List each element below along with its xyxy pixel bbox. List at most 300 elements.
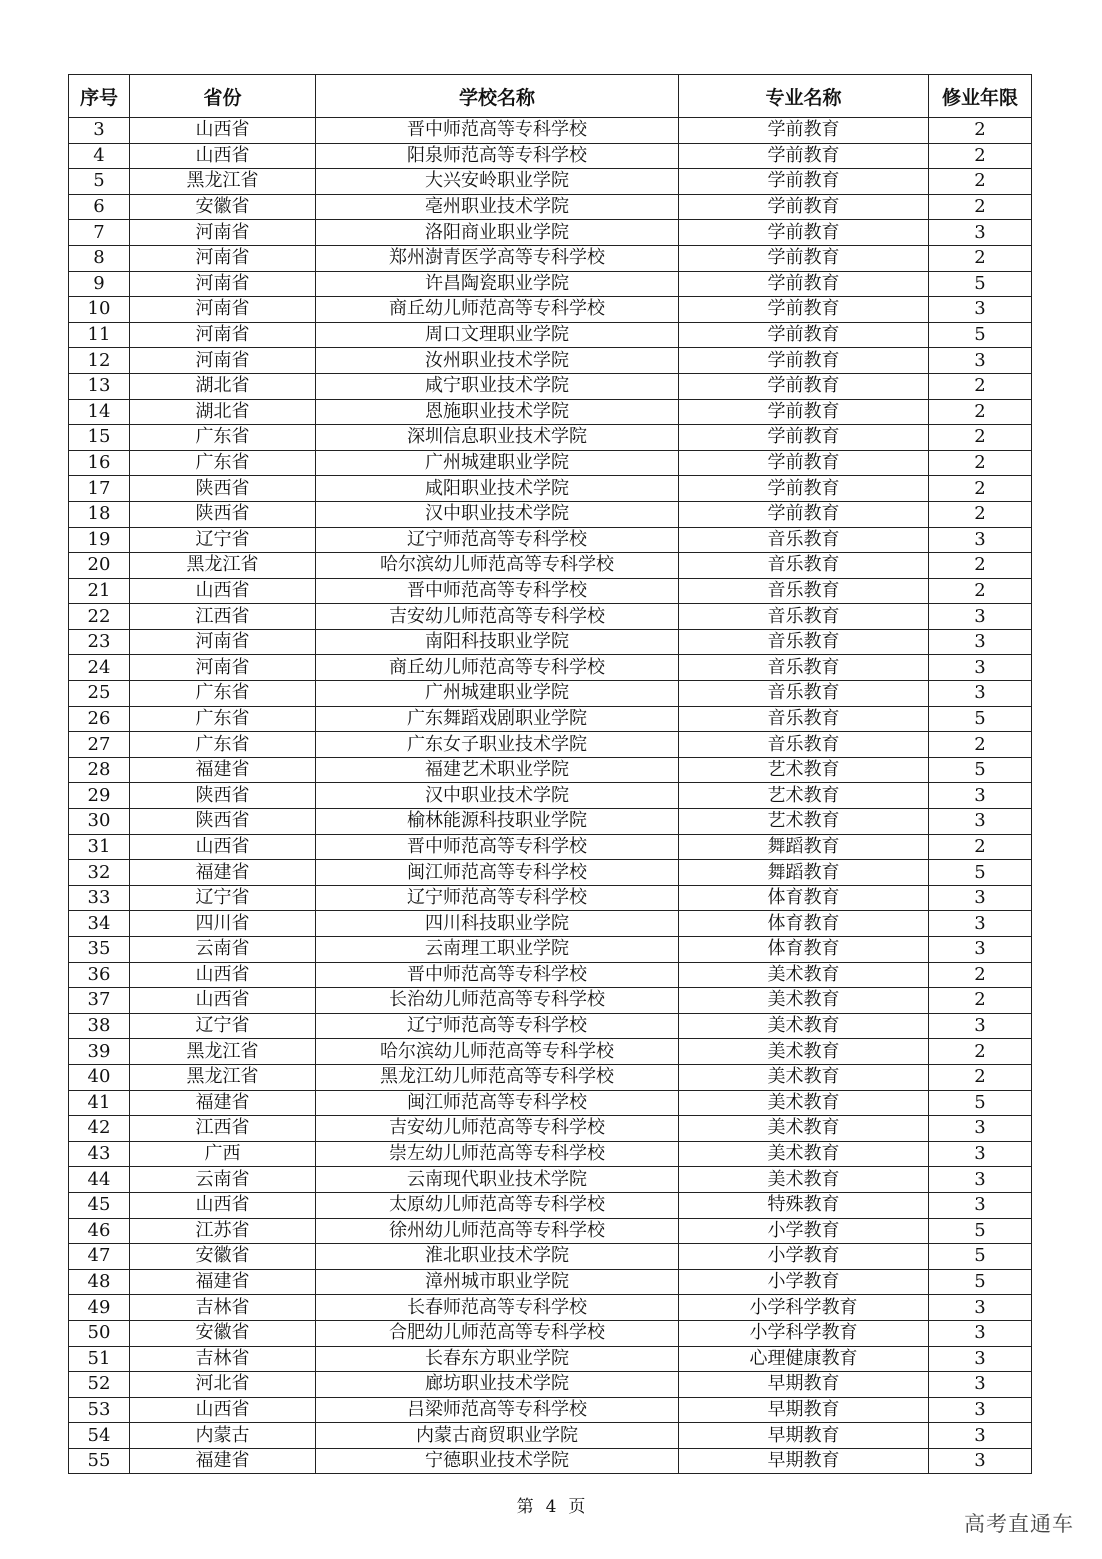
cell-major-name: 学前教育 (679, 297, 929, 323)
cell-index: 39 (69, 1039, 130, 1065)
cell-index: 38 (69, 1013, 130, 1039)
cell-province: 福建省 (130, 1269, 316, 1295)
cell-study-years: 3 (929, 1116, 1032, 1142)
cell-study-years: 3 (929, 348, 1032, 374)
cell-school-name: 福建艺术职业学院 (316, 757, 679, 783)
cell-study-years: 3 (929, 783, 1032, 809)
cell-major-name: 美术教育 (679, 1013, 929, 1039)
cell-major-name: 美术教育 (679, 1116, 929, 1142)
header-province: 省份 (130, 75, 316, 118)
cell-index: 7 (69, 220, 130, 246)
cell-province: 陕西省 (130, 476, 316, 502)
cell-province: 黑龙江省 (130, 1064, 316, 1090)
table-row (69, 1090, 1032, 1116)
table-row (69, 604, 1032, 630)
cell-province: 广东省 (130, 732, 316, 758)
cell-study-years: 3 (929, 1346, 1032, 1372)
cell-major-name: 音乐教育 (679, 706, 929, 732)
cell-province: 山西省 (130, 1192, 316, 1218)
table-row (69, 783, 1032, 809)
cell-index: 16 (69, 450, 130, 476)
cell-school-name: 晋中师范高等专科学校 (316, 118, 679, 144)
cell-province: 安徽省 (130, 194, 316, 220)
cell-province: 江西省 (130, 604, 316, 630)
cell-index: 6 (69, 194, 130, 220)
cell-province: 云南省 (130, 937, 316, 963)
table-row (69, 860, 1032, 886)
table-row (69, 988, 1032, 1014)
cell-study-years: 5 (929, 1218, 1032, 1244)
cell-province: 黑龙江省 (130, 553, 316, 579)
cell-province: 山西省 (130, 962, 316, 988)
cell-study-years: 3 (929, 297, 1032, 323)
cell-major-name: 艺术教育 (679, 783, 929, 809)
cell-major-name: 美术教育 (679, 1167, 929, 1193)
table-row (69, 732, 1032, 758)
cell-major-name: 学前教育 (679, 348, 929, 374)
cell-index: 27 (69, 732, 130, 758)
cell-province: 四川省 (130, 911, 316, 937)
cell-index: 55 (69, 1448, 130, 1474)
cell-province: 山西省 (130, 143, 316, 169)
table-row (69, 1397, 1032, 1423)
table-row (69, 1295, 1032, 1321)
cell-province: 河南省 (130, 297, 316, 323)
cell-major-name: 学前教育 (679, 501, 929, 527)
cell-study-years: 3 (929, 1448, 1032, 1474)
cell-school-name: 廊坊职业技术学院 (316, 1372, 679, 1398)
cell-major-name: 体育教育 (679, 911, 929, 937)
cell-province: 广东省 (130, 706, 316, 732)
cell-index: 54 (69, 1423, 130, 1449)
header-school-name: 学校名称 (316, 75, 679, 118)
cell-study-years: 2 (929, 450, 1032, 476)
cell-province: 山西省 (130, 118, 316, 144)
header-study-years: 修业年限 (929, 75, 1032, 118)
cell-study-years: 3 (929, 629, 1032, 655)
cell-school-name: 崇左幼儿师范高等专科学校 (316, 1141, 679, 1167)
table-row (69, 118, 1032, 144)
cell-school-name: 大兴安岭职业学院 (316, 169, 679, 195)
cell-school-name: 闽江师范高等专科学校 (316, 1090, 679, 1116)
cell-province: 广东省 (130, 425, 316, 451)
cell-study-years: 3 (929, 1141, 1032, 1167)
cell-major-name: 学前教育 (679, 194, 929, 220)
cell-index: 40 (69, 1064, 130, 1090)
cell-major-name: 舞蹈教育 (679, 834, 929, 860)
cell-index: 53 (69, 1397, 130, 1423)
cell-school-name: 周口文理职业学院 (316, 322, 679, 348)
cell-province: 河南省 (130, 322, 316, 348)
cell-index: 28 (69, 757, 130, 783)
cell-major-name: 特殊教育 (679, 1192, 929, 1218)
cell-study-years: 2 (929, 553, 1032, 579)
table-row (69, 271, 1032, 297)
cell-school-name: 吕梁师范高等专科学校 (316, 1397, 679, 1423)
cell-school-name: 哈尔滨幼儿师范高等专科学校 (316, 1039, 679, 1065)
cell-major-name: 美术教育 (679, 1064, 929, 1090)
cell-major-name: 小学教育 (679, 1269, 929, 1295)
cell-school-name: 太原幼儿师范高等专科学校 (316, 1192, 679, 1218)
cell-study-years: 3 (929, 1423, 1032, 1449)
table-row (69, 937, 1032, 963)
cell-school-name: 辽宁师范高等专科学校 (316, 885, 679, 911)
cell-major-name: 小学教育 (679, 1244, 929, 1270)
cell-school-name: 长春东方职业学院 (316, 1346, 679, 1372)
cell-index: 41 (69, 1090, 130, 1116)
cell-province: 河北省 (130, 1372, 316, 1398)
cell-index: 46 (69, 1218, 130, 1244)
cell-index: 52 (69, 1372, 130, 1398)
cell-index: 37 (69, 988, 130, 1014)
cell-province: 河南省 (130, 220, 316, 246)
cell-index: 11 (69, 322, 130, 348)
cell-study-years: 3 (929, 885, 1032, 911)
cell-study-years: 2 (929, 578, 1032, 604)
cell-index: 33 (69, 885, 130, 911)
cell-major-name: 音乐教育 (679, 527, 929, 553)
cell-school-name: 许昌陶瓷职业学院 (316, 271, 679, 297)
cell-major-name: 体育教育 (679, 937, 929, 963)
table-row (69, 1167, 1032, 1193)
cell-school-name: 四川科技职业学院 (316, 911, 679, 937)
cell-study-years: 3 (929, 604, 1032, 630)
cell-province: 安徽省 (130, 1320, 316, 1346)
cell-province: 湖北省 (130, 373, 316, 399)
cell-school-name: 晋中师范高等专科学校 (316, 834, 679, 860)
cell-major-name: 小学科学教育 (679, 1295, 929, 1321)
cell-index: 10 (69, 297, 130, 323)
cell-index: 21 (69, 578, 130, 604)
cell-study-years: 3 (929, 1372, 1032, 1398)
page-number: 4 (545, 1497, 557, 1517)
cell-province: 内蒙古 (130, 1423, 316, 1449)
cell-study-years: 5 (929, 1269, 1032, 1295)
cell-index: 35 (69, 937, 130, 963)
table-row (69, 681, 1032, 707)
cell-major-name: 美术教育 (679, 962, 929, 988)
page-prefix: 第 (516, 1497, 534, 1517)
table-row (69, 1192, 1032, 1218)
table-row (69, 1064, 1032, 1090)
cell-index: 29 (69, 783, 130, 809)
cell-major-name: 学前教育 (679, 450, 929, 476)
table-row (69, 399, 1032, 425)
cell-index: 17 (69, 476, 130, 502)
cell-province: 辽宁省 (130, 1013, 316, 1039)
table-row (69, 297, 1032, 323)
cell-index: 32 (69, 860, 130, 886)
table-row (69, 1423, 1032, 1449)
cell-index: 36 (69, 962, 130, 988)
cell-study-years: 2 (929, 373, 1032, 399)
cell-index: 25 (69, 681, 130, 707)
cell-study-years: 5 (929, 1090, 1032, 1116)
cell-school-name: 黑龙江幼儿师范高等专科学校 (316, 1064, 679, 1090)
cell-major-name: 心理健康教育 (679, 1346, 929, 1372)
cell-study-years: 5 (929, 706, 1032, 732)
cell-study-years: 3 (929, 1192, 1032, 1218)
cell-study-years: 3 (929, 1397, 1032, 1423)
cell-province: 江西省 (130, 1116, 316, 1142)
cell-province: 陕西省 (130, 809, 316, 835)
cell-study-years: 5 (929, 1244, 1032, 1270)
table-row (69, 245, 1032, 271)
cell-index: 26 (69, 706, 130, 732)
cell-province: 安徽省 (130, 1244, 316, 1270)
table-row (69, 1269, 1032, 1295)
cell-major-name: 学前教育 (679, 220, 929, 246)
table-row (69, 194, 1032, 220)
cell-study-years: 5 (929, 860, 1032, 886)
table-row (69, 527, 1032, 553)
cell-study-years: 3 (929, 527, 1032, 553)
cell-study-years: 2 (929, 834, 1032, 860)
cell-study-years: 5 (929, 271, 1032, 297)
cell-province: 山西省 (130, 988, 316, 1014)
cell-index: 15 (69, 425, 130, 451)
cell-study-years: 2 (929, 143, 1032, 169)
table-row (69, 425, 1032, 451)
cell-province: 吉林省 (130, 1346, 316, 1372)
cell-school-name: 晋中师范高等专科学校 (316, 962, 679, 988)
table-row (69, 373, 1032, 399)
cell-index: 19 (69, 527, 130, 553)
cell-study-years: 2 (929, 245, 1032, 271)
table-row (69, 169, 1032, 195)
cell-index: 5 (69, 169, 130, 195)
cell-school-name: 汉中职业技术学院 (316, 783, 679, 809)
cell-school-name: 郑州澍青医学高等专科学校 (316, 245, 679, 271)
cell-major-name: 学前教育 (679, 425, 929, 451)
cell-study-years: 5 (929, 757, 1032, 783)
table-row (69, 834, 1032, 860)
cell-major-name: 音乐教育 (679, 655, 929, 681)
cell-index: 22 (69, 604, 130, 630)
cell-major-name: 音乐教育 (679, 553, 929, 579)
cell-major-name: 音乐教育 (679, 629, 929, 655)
cell-index: 14 (69, 399, 130, 425)
cell-study-years: 2 (929, 194, 1032, 220)
cell-major-name: 艺术教育 (679, 809, 929, 835)
cell-major-name: 学前教育 (679, 373, 929, 399)
cell-school-name: 辽宁师范高等专科学校 (316, 527, 679, 553)
cell-index: 24 (69, 655, 130, 681)
cell-index: 48 (69, 1269, 130, 1295)
table-row (69, 553, 1032, 579)
table-row (69, 1218, 1032, 1244)
cell-index: 3 (69, 118, 130, 144)
cell-major-name: 美术教育 (679, 1090, 929, 1116)
cell-index: 44 (69, 1167, 130, 1193)
cell-index: 49 (69, 1295, 130, 1321)
cell-school-name: 榆林能源科技职业学院 (316, 809, 679, 835)
table-row (69, 476, 1032, 502)
cell-school-name: 长春师范高等专科学校 (316, 1295, 679, 1321)
cell-province: 广东省 (130, 450, 316, 476)
cell-school-name: 广东舞蹈戏剧职业学院 (316, 706, 679, 732)
cell-study-years: 2 (929, 1039, 1032, 1065)
table-row (69, 1372, 1032, 1398)
table-header-row (69, 75, 1032, 118)
cell-school-name: 咸宁职业技术学院 (316, 373, 679, 399)
table-row (69, 1244, 1032, 1270)
cell-school-name: 广东女子职业技术学院 (316, 732, 679, 758)
cell-province: 河南省 (130, 655, 316, 681)
table-row (69, 220, 1032, 246)
cell-school-name: 汝州职业技术学院 (316, 348, 679, 374)
cell-major-name: 早期教育 (679, 1397, 929, 1423)
cell-study-years: 2 (929, 732, 1032, 758)
cell-province: 辽宁省 (130, 527, 316, 553)
cell-school-name: 淮北职业技术学院 (316, 1244, 679, 1270)
table-row (69, 962, 1032, 988)
cell-province: 山西省 (130, 1397, 316, 1423)
cell-school-name: 闽江师范高等专科学校 (316, 860, 679, 886)
cell-major-name: 美术教育 (679, 1141, 929, 1167)
cell-school-name: 洛阳商业职业学院 (316, 220, 679, 246)
cell-study-years: 2 (929, 425, 1032, 451)
table-row (69, 885, 1032, 911)
table-row (69, 706, 1032, 732)
table-row (69, 1141, 1032, 1167)
cell-school-name: 广州城建职业学院 (316, 450, 679, 476)
cell-study-years: 3 (929, 655, 1032, 681)
cell-study-years: 5 (929, 322, 1032, 348)
school-major-table (68, 74, 1032, 1474)
cell-province: 河南省 (130, 348, 316, 374)
cell-school-name: 漳州城市职业学院 (316, 1269, 679, 1295)
watermark: 高考直通车 (964, 1512, 1074, 1536)
page-footer (0, 1492, 1102, 1517)
cell-study-years: 2 (929, 399, 1032, 425)
cell-school-name: 吉安幼儿师范高等专科学校 (316, 1116, 679, 1142)
table-row (69, 501, 1032, 527)
cell-school-name: 亳州职业技术学院 (316, 194, 679, 220)
cell-school-name: 晋中师范高等专科学校 (316, 578, 679, 604)
cell-study-years: 2 (929, 118, 1032, 144)
table-row (69, 348, 1032, 374)
cell-study-years: 2 (929, 962, 1032, 988)
cell-province: 吉林省 (130, 1295, 316, 1321)
cell-province: 福建省 (130, 1090, 316, 1116)
cell-major-name: 学前教育 (679, 399, 929, 425)
cell-study-years: 3 (929, 1167, 1032, 1193)
cell-index: 42 (69, 1116, 130, 1142)
cell-study-years: 3 (929, 809, 1032, 835)
cell-index: 8 (69, 245, 130, 271)
cell-province: 云南省 (130, 1167, 316, 1193)
table-row (69, 1448, 1032, 1474)
cell-school-name: 广州城建职业学院 (316, 681, 679, 707)
cell-province: 湖北省 (130, 399, 316, 425)
cell-school-name: 哈尔滨幼儿师范高等专科学校 (316, 553, 679, 579)
cell-major-name: 美术教育 (679, 1039, 929, 1065)
cell-major-name: 体育教育 (679, 885, 929, 911)
cell-study-years: 2 (929, 476, 1032, 502)
cell-index: 43 (69, 1141, 130, 1167)
cell-major-name: 音乐教育 (679, 578, 929, 604)
page-suffix: 页 (568, 1497, 586, 1517)
cell-major-name: 美术教育 (679, 988, 929, 1014)
table-row (69, 1039, 1032, 1065)
cell-index: 20 (69, 553, 130, 579)
cell-province: 福建省 (130, 860, 316, 886)
cell-index: 4 (69, 143, 130, 169)
cell-school-name: 吉安幼儿师范高等专科学校 (316, 604, 679, 630)
table-row (69, 629, 1032, 655)
cell-school-name: 汉中职业技术学院 (316, 501, 679, 527)
cell-school-name: 恩施职业技术学院 (316, 399, 679, 425)
cell-index: 45 (69, 1192, 130, 1218)
cell-index: 13 (69, 373, 130, 399)
cell-province: 福建省 (130, 757, 316, 783)
cell-province: 辽宁省 (130, 885, 316, 911)
cell-school-name: 合肥幼儿师范高等专科学校 (316, 1320, 679, 1346)
cell-province: 陕西省 (130, 783, 316, 809)
cell-province: 广西 (130, 1141, 316, 1167)
table-row (69, 1346, 1032, 1372)
header-index: 序号 (69, 75, 130, 118)
cell-index: 31 (69, 834, 130, 860)
cell-index: 12 (69, 348, 130, 374)
cell-major-name: 学前教育 (679, 271, 929, 297)
table-row (69, 809, 1032, 835)
table-row (69, 450, 1032, 476)
cell-school-name: 商丘幼儿师范高等专科学校 (316, 655, 679, 681)
cell-school-name: 咸阳职业技术学院 (316, 476, 679, 502)
cell-study-years: 2 (929, 1064, 1032, 1090)
cell-school-name: 宁德职业技术学院 (316, 1448, 679, 1474)
cell-province: 山西省 (130, 834, 316, 860)
cell-major-name: 早期教育 (679, 1448, 929, 1474)
cell-major-name: 早期教育 (679, 1372, 929, 1398)
cell-study-years: 3 (929, 220, 1032, 246)
table-row (69, 655, 1032, 681)
cell-study-years: 2 (929, 988, 1032, 1014)
cell-study-years: 3 (929, 681, 1032, 707)
cell-major-name: 舞蹈教育 (679, 860, 929, 886)
cell-province: 陕西省 (130, 501, 316, 527)
cell-index: 51 (69, 1346, 130, 1372)
cell-study-years: 3 (929, 937, 1032, 963)
cell-major-name: 学前教育 (679, 143, 929, 169)
table-row (69, 1013, 1032, 1039)
cell-index: 50 (69, 1320, 130, 1346)
table-row (69, 322, 1032, 348)
cell-province: 河南省 (130, 271, 316, 297)
cell-province: 广东省 (130, 681, 316, 707)
cell-school-name: 南阳科技职业学院 (316, 629, 679, 655)
cell-study-years: 3 (929, 1013, 1032, 1039)
cell-province: 河南省 (130, 245, 316, 271)
cell-major-name: 早期教育 (679, 1423, 929, 1449)
cell-school-name: 长治幼儿师范高等专科学校 (316, 988, 679, 1014)
cell-school-name: 内蒙古商贸职业学院 (316, 1423, 679, 1449)
cell-province: 河南省 (130, 629, 316, 655)
cell-major-name: 音乐教育 (679, 681, 929, 707)
cell-school-name: 云南现代职业技术学院 (316, 1167, 679, 1193)
table-row (69, 757, 1032, 783)
cell-study-years: 2 (929, 169, 1032, 195)
cell-study-years: 3 (929, 1295, 1032, 1321)
cell-index: 30 (69, 809, 130, 835)
cell-study-years: 2 (929, 501, 1032, 527)
cell-index: 47 (69, 1244, 130, 1270)
cell-school-name: 徐州幼儿师范高等专科学校 (316, 1218, 679, 1244)
cell-province: 黑龙江省 (130, 169, 316, 195)
table-row (69, 578, 1032, 604)
